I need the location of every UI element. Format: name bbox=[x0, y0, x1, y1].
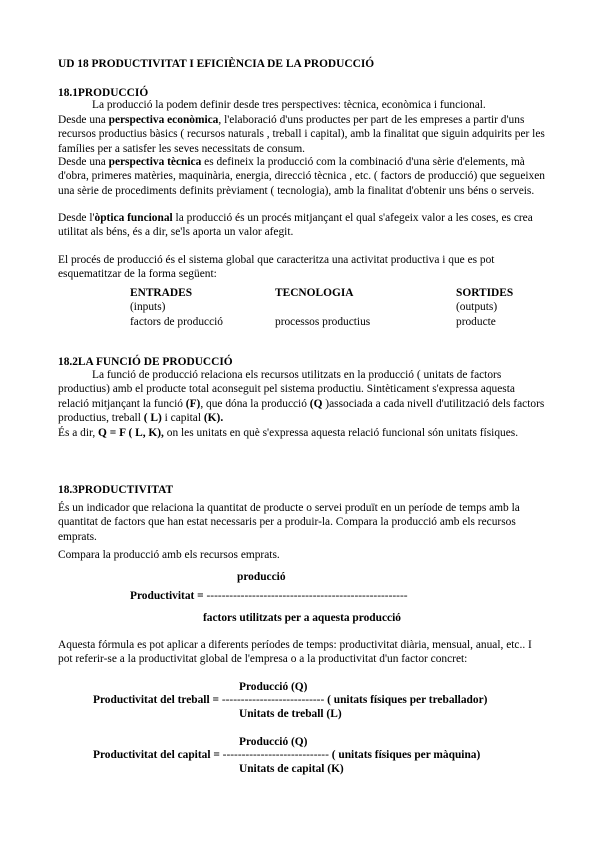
paragraph-function: La funció de producció relaciona els recursos utilitzats en la producció ( unitats de factors productius) amb el producte total aconseguit pel sistema productiu. Sintèticament s'expressa aquesta relació mitjançant la funció (F), que dóna la producció (Q )associada a cada nivell d'utilització dels factors productius, treball ( L) i capital (K). bbox=[58, 369, 545, 424]
paragraph-formula-q: És a dir, Q = F ( L, K), on les unitats en què s'expressa aquesta relació funcional són unitats físiques. bbox=[58, 427, 519, 439]
column-head: ENTRADES bbox=[130, 287, 193, 299]
formula-productivity-line: Productivitat = ----------------------------------------------------- bbox=[130, 590, 408, 602]
term-technical: perspectiva tècnica bbox=[108, 156, 202, 168]
column-technology bbox=[275, 286, 370, 329]
column-inputs bbox=[130, 286, 223, 329]
formula-labour-denominator: Unitats de treball (L) bbox=[239, 708, 342, 720]
formula-q: Q = F ( L, K), bbox=[98, 427, 164, 439]
paragraph-periods: Aquesta fórmula es pot aplicar a diferents períodes de temps: productivitat diària, mensual, anual, etc.. I pot referir-se a la productivitat global de l'empresa o a la productivitat d'un factor concret: bbox=[58, 639, 532, 666]
section-heading-productivitat: 18.3PRODUCTIVITAT bbox=[58, 484, 174, 496]
column-sub: (inputs) bbox=[130, 301, 166, 314]
formula-capital-line: Productivitat del capital = ---------------------------- ( unitats físiques per màquina) bbox=[93, 749, 481, 761]
column-sub bbox=[275, 300, 370, 314]
column-head: SORTIDES bbox=[456, 287, 514, 299]
section-heading-funcio: 18.2LA FUNCIÓ DE PRODUCCIÓ bbox=[58, 356, 233, 368]
formula-labour-numerator: Producció (Q) bbox=[239, 681, 308, 693]
paragraph-functional: Desde l'òptica funcional la producció és un procés mitjançant el qual s'afegeix valor a les coses, es crea utilitat als béns, és a dir, se'ls aporta un valor afegit. bbox=[58, 212, 533, 239]
column-item: processos productius bbox=[275, 315, 371, 328]
column-outputs bbox=[456, 286, 513, 329]
page-title: UD 18 PRODUCTIVITAT I EFICIÈNCIA DE LA PRODUCCIÓ bbox=[58, 58, 375, 70]
section-heading-produccio: 18.1PRODUCCIÓ bbox=[58, 87, 149, 99]
column-item: factors de producció bbox=[130, 315, 223, 328]
formula-capital-numerator: Producció (Q) bbox=[239, 736, 308, 748]
paragraph-technical: Desde una perspectiva tècnica es defineix la producció com la combinació d'una sèrie d'elements, mà d'obra, primeres matèries, maquinària, energia, direcció tècnica , etc. ( factors de producció) que segueixen una sèrie de procediments definits prèviament ( tecnologia), amb la finalitat d'obtenir uns béns o serveis. bbox=[58, 156, 545, 197]
paragraph-compare: Compara la producció amb els recursos emprats. bbox=[58, 549, 280, 561]
formula-labour-line: Productivitat del treball = --------------------------- ( unitats físiques per treballador) bbox=[93, 694, 488, 706]
column-sub: (outputs) bbox=[456, 301, 498, 314]
formula-capital-denominator: Unitats de capital (K) bbox=[239, 763, 344, 775]
column-head: TECNOLOGIA bbox=[275, 287, 354, 299]
term-functional: òptica funcional bbox=[94, 212, 173, 224]
column-item: producte bbox=[456, 315, 496, 328]
formula-productivity-numerator: producció bbox=[237, 571, 286, 583]
paragraph-intro: La producció la podem definir desde tres perspectives: tècnica, econòmica i funcional. bbox=[92, 99, 486, 111]
formula-productivity-denominator: factors utilitzats per a aquesta producció bbox=[203, 612, 401, 624]
paragraph-indicator: És un indicador que relaciona la quantitat de producte o servei produït en un període de temps amb la quantitat de factors que han estat necessaris per a produir-la. Compara la producció amb els recursos emprats. bbox=[58, 502, 520, 543]
paragraph-process: El procés de producció és el sistema global que caracteritza una activitat productiva i que es pot esquematitzar de la forma següent: bbox=[58, 254, 495, 281]
term-economic: perspectiva econòmica bbox=[108, 114, 219, 126]
paragraph-economic: Desde una perspectiva econòmica, l'elaboració d'uns productes per part de les empreses a partir d'uns recursos productius bàsics ( recursos naturals , treball i capital), amb la finalitat que siguin adquirits per les famílies per a satisfer les seves necessitats de consum. bbox=[58, 114, 545, 155]
